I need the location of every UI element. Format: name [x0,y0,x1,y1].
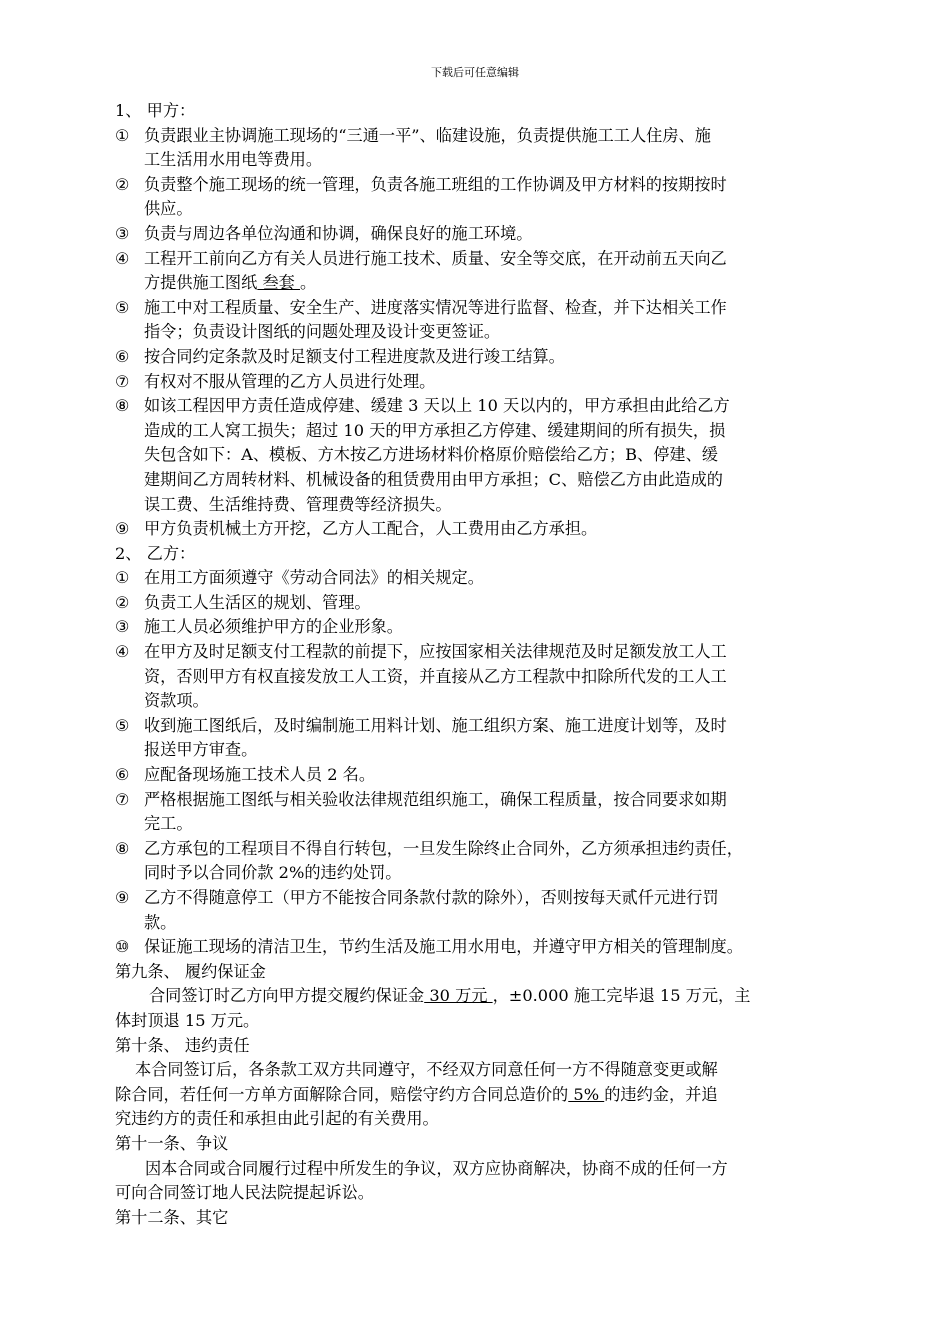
list-item [115,615,845,640]
list-item [115,763,845,788]
list-item [115,517,845,542]
deposit-amount: 30 万元 [424,986,493,1006]
item-number: ⑩ [115,937,130,957]
list-item [115,345,845,370]
party-b-obligations [115,566,845,960]
item-text: 资，否则甲方有权直接发放工人工资，并直接从乙方工程款中扣除所代发的工人工 [144,666,727,686]
item-number: ⑦ [115,371,130,391]
article-10-title: 第十条、 违约责任 [115,1035,250,1055]
item-text: 误工费、生活维持费、管理费等经济损失。 [144,494,452,514]
item-number: ⑤ [115,297,130,317]
list-item [115,935,845,960]
item-text: 如该工程因甲方责任造成停建、缓建 3 天以上 10 天以内的，甲方承担由此给乙方 [144,396,730,416]
list-item [115,566,845,591]
item-text: 工程开工前向乙方有关人员进行施工技术、质量、安全等交底，在开动前五天向乙 [144,248,727,268]
item-text: 失包含如下：A、模板、方木按乙方进场材料价格原价赔偿给乙方；B、停建、缓 [144,445,718,465]
drawing-set-count: 叁套 [257,273,300,293]
article-11-line: 因本合同或合同履行过程中所发生的争议，双方应协商解决，协商不成的任何一方 [145,1158,728,1178]
item-number: ③ [115,223,130,243]
item-number: ① [115,568,130,588]
article-10-line: 本合同签订后，各条款工双方共同遵守，不经双方同意任何一方不得随意变更或解 [135,1060,718,1080]
item-text: 负责跟业主协调施工现场的“三通一平”、临建设施，负责提供施工工人住房、施 [144,125,711,145]
item-number: ⑥ [115,346,130,366]
item-text: 在甲方及时足额支付工程款的前提下，应按国家相关法律规范及时足额发放工人工 [144,642,727,662]
item-number: ⑨ [115,888,130,907]
item-number: ⑥ [115,765,130,785]
list-item [115,173,845,222]
list-item [115,296,845,345]
article-9-title: 第九条、 履约保证金 [115,961,266,981]
item-text: 方提供施工图纸 叁套 。 [144,273,317,293]
item-text: 施工人员必须维护甲方的企业形象。 [144,617,403,637]
item-number: ⑧ [115,838,130,858]
item-text: 保证施工现场的清洁卫生，节约生活及施工用水用电，并遵守甲方相关的管理制度。 [144,937,743,957]
section-heading-party-a: 1、 甲方： [115,101,196,120]
article-9-line: 体封顶退 15 万元。 [115,1010,260,1030]
item-text: 施工中对工程质量、安全生产、进度落实情况等进行监督、检查，并下达相关工作 [144,297,727,317]
article-10-line: 除合同，若任何一方单方面解除合同，赔偿守约方合同总造价的 5% 的违约金，并追 [115,1084,718,1104]
item-text: 同时予以合同价款 2%的违约处罚。 [144,863,402,883]
item-text: 供应。 [144,199,193,219]
item-text: 乙方承包的工程项目不得自行转包，一旦发生除终止合同外，乙方须承担违约责任， [144,838,743,858]
item-number: ② [115,174,130,194]
item-text: 乙方不得随意停工（甲方不能按合同条款付款的除外），否则按每天贰仟元进行罚 [144,888,719,907]
item-text: 甲方负责机械土方开挖，乙方人工配合，人工费用由乙方承担。 [144,519,598,539]
item-text: 有权对不服从管理的乙方人员进行处理。 [144,371,436,391]
article-9-line: 合同签订时乙方向甲方提交履约保证金 30 万元 ，±0.000 施工完毕退 15 万元，主 [149,986,751,1006]
item-text: 工生活用水用电等费用。 [144,150,323,170]
list-item [115,640,845,714]
list-item [115,370,845,395]
list-item [115,886,845,935]
item-text: 按合同约定条款及时足额支付工程进度款及进行竣工结算。 [144,346,565,366]
item-text: 负责整个施工现场的统一管理，负责各施工班组的工作协调及甲方材料的按期按时 [144,174,727,194]
item-number: ④ [115,248,130,268]
item-number: ⑧ [115,396,130,416]
item-text: 造成的工人窝工损失；超过 10 天的甲方承担乙方停建、缓建期间的所有损失，损 [144,420,726,440]
item-text: 收到施工图纸后，及时编制施工用料计划、施工组织方案、施工进度计划等，及时 [144,715,727,735]
article-12-title: 第十二条、其它 [115,1207,229,1227]
list-item [115,247,845,296]
item-text: 严格根据施工图纸与相关验收法律规范组织施工，确保工程质量，按合同要求如期 [144,789,727,809]
list-item [115,788,845,837]
item-number: ⑦ [115,789,130,809]
item-text: 应配备现场施工技术人员 2 名。 [144,765,376,785]
item-text: 负责与周边各单位沟通和协调，确保良好的施工环境。 [144,223,533,243]
list-item [115,394,845,517]
contract-body [115,99,845,1230]
item-number: ③ [115,617,130,637]
item-text: 资款项。 [144,691,209,711]
party-a-obligations [115,124,845,542]
list-item [115,124,845,173]
item-text: 建期间乙方周转材料、机械设备的租赁费用由甲方承担；C、赔偿乙方由此造成的 [144,469,723,489]
section-heading-party-b: 2、 乙方： [115,543,196,563]
item-text: 负责工人生活区的规划、管理。 [144,592,371,612]
page-header: 下载后可任意编辑 [431,66,519,79]
list-item [115,837,845,886]
article-11-line: 可向合同签订地人民法院提起诉讼。 [115,1183,374,1203]
article-11-title: 第十一条、争议 [115,1133,229,1153]
item-text: 在用工方面须遵守《劳动合同法》的相关规定。 [144,568,484,588]
penalty-rate: 5% [568,1084,605,1104]
item-number: ⑨ [115,519,130,539]
item-number: ⑤ [115,715,130,735]
item-number: ④ [115,642,130,662]
item-text: 报送甲方审查。 [144,740,258,760]
item-number: ② [115,592,130,612]
article-10-line: 究违约方的责任和承担由此引起的有关费用。 [115,1109,439,1129]
item-text: 指令；负责设计图纸的问题处理及设计变更签证。 [144,322,501,342]
item-text: 款。 [144,912,177,932]
list-item [115,591,845,616]
item-text: 完工。 [144,814,193,834]
list-item [115,222,845,247]
item-number: ① [115,125,130,145]
list-item [115,714,845,763]
